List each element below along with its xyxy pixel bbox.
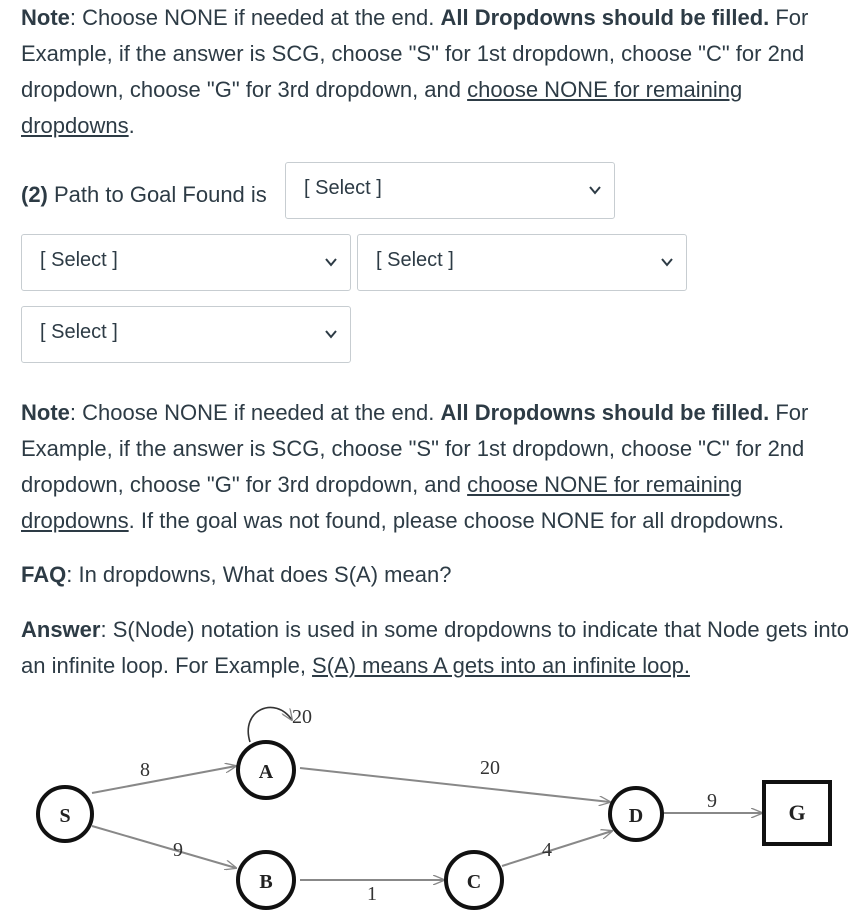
search-graph (0, 690, 853, 915)
svg-text:G: G (788, 800, 806, 825)
question-prompt (21, 177, 267, 213)
note-label: Note (21, 400, 70, 425)
svg-text:S: S (59, 805, 71, 827)
weight-a-a: 20 (292, 706, 312, 728)
note-paragraph-2: Note: Choose NONE if needed at the end. All Dropdowns should be filled. For Example, if the answer is SCG, choose "S" for 1st dropdown, choose "C" for 2nd dropdown, choose "G" for 3rd dropdown, and choose NONE for remaining dropdowns. If the goal was not found, please choose NONE for all dropdowns. (21, 400, 809, 533)
node-c (446, 852, 502, 908)
weight-a-d: 20 (480, 757, 500, 779)
note-emphasis: All Dropdowns should be filled. (440, 400, 770, 425)
note-underline: choose NONE for remaining dropdowns (21, 77, 743, 138)
edge-a-a-loop (248, 707, 292, 742)
note-paragraph-1: Note: Choose NONE if needed at the end. All Dropdowns should be filled. For Example, if the answer is SCG, choose "S" for 1st dropdown, choose "C" for 2nd dropdown, choose "G" for 3rd dropdown, and choose NONE for remaining dropdowns. (21, 5, 809, 138)
answer-underline: S(A) means A gets into an infinite loop. (312, 653, 690, 678)
note-emphasis: All Dropdowns should be filled. (440, 5, 770, 30)
path-dropdown-4[interactable]: [ Select ] (21, 306, 351, 363)
node-g (764, 782, 830, 844)
node-a (238, 742, 294, 798)
edge-c-d (502, 831, 612, 866)
weight-c-d: 4 (542, 839, 552, 861)
note-underline: choose NONE for remaining dropdowns (21, 472, 743, 533)
svg-text:D: D (628, 805, 644, 827)
edge-s-b (92, 826, 236, 868)
chevron-down-icon (588, 183, 602, 197)
node-d (610, 788, 662, 840)
edge-s-a (92, 766, 236, 793)
faq-label: FAQ (21, 562, 67, 587)
faq-answer: Answer: S(Node) notation is used in some dropdowns to indicate that Node gets into an infinite loop. For Example, S(A) means A gets into an infinite loop. (21, 617, 849, 678)
svg-text:C: C (466, 871, 482, 893)
path-dropdown-2[interactable]: [ Select ] (21, 234, 351, 291)
answer-label: Answer (21, 617, 101, 642)
faq-question: FAQ: In dropdowns, What does S(A) mean? (21, 562, 452, 587)
node-s (38, 787, 92, 841)
weight-s-b: 9 (173, 839, 183, 861)
svg-text:A: A (258, 761, 274, 783)
chevron-down-icon (324, 255, 338, 269)
chevron-down-icon (324, 327, 338, 341)
weight-b-c: 1 (367, 883, 377, 905)
node-b (238, 852, 294, 908)
path-dropdown-1[interactable]: [ Select ] (285, 162, 615, 219)
weight-d-g: 9 (707, 790, 717, 812)
question-text: Path to Goal Found is (47, 182, 267, 207)
path-dropdown-3[interactable]: [ Select ] (357, 234, 687, 291)
note-label: Note (21, 5, 70, 30)
question-number: (2) (21, 182, 48, 207)
weight-s-a: 8 (140, 759, 150, 781)
chevron-down-icon (660, 255, 674, 269)
svg-text:B: B (259, 871, 273, 893)
edge-a-d (300, 768, 610, 802)
